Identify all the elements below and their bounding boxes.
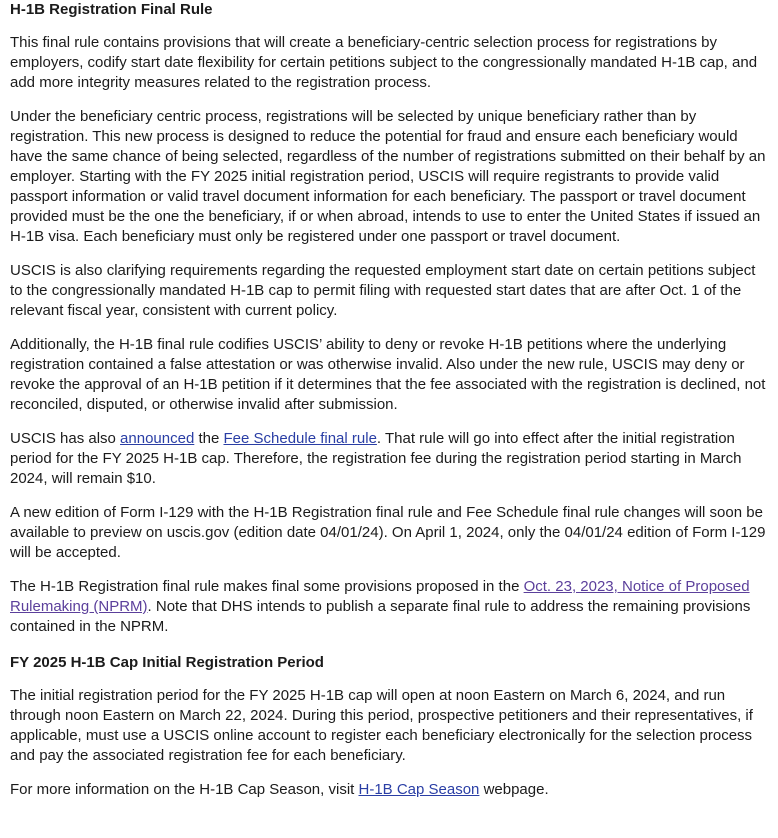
section-heading-initial-registration-period: FY 2025 H-1B Cap Initial Registration Period — [10, 654, 324, 671]
announced-link[interactable]: announced — [120, 430, 195, 447]
fee-text-between-links: the — [194, 430, 224, 447]
nprm-text-after-link: . Note that DHS intends to publish a separate final rule to address the remaining provisions contained in the NPRM. — [10, 598, 751, 635]
fee-schedule-final-rule-link[interactable]: Fee Schedule final rule — [223, 430, 377, 447]
cap-season-text-before-link: For more information on the H-1B Cap Season, visit — [10, 781, 359, 798]
fee-text-before-link: USCIS has also — [10, 430, 121, 447]
h1b-cap-season-link[interactable]: H-1B Cap Season — [358, 781, 480, 798]
paragraph-start-date-flexibility: USCIS is also clarifying requirements regarding the requested employment start date on certain petitions subject to the congressionally mandated H-1B cap to permit filing with requested start dates that are after Oct. 1 of the relevant fiscal year, consistent with current policy. — [10, 262, 756, 319]
paragraph-fee-schedule — [10, 429, 768, 489]
nprm-text-before-link: The H-1B Registration final rule makes final some provisions proposed in the — [10, 578, 524, 595]
paragraph-beneficiary-centric-process: Under the beneficiary centric process, registrations will be selected by unique beneficiary rather than by registration. This new process is designed to reduce the potential for fraud and ensure each beneficiary would have the same chance of being selected, regardless of the number of registrations submitted on their behalf by an employer. Starting with the FY 2025 initial registration period, USCIS will require registrants to provide valid passport information or valid travel document information for each beneficiary. The passport or travel document provided must be the one the beneficiary, if or when abroad, intends to use to enter the United States if issued an H-1B visa. Each beneficiary must only be registered under one passport or travel document. — [10, 108, 766, 245]
paragraph-form-i129-edition: A new edition of Form I-129 with the H-1B Registration final rule and Fee Schedule final rule changes will soon be available to preview on uscis.gov (edition date 04/01/24). On April 1, 2024, only the 04/01/24 edition of Form I-129 will be accepted. — [10, 504, 766, 561]
cap-season-text-after-link: webpage. — [479, 781, 549, 798]
section-heading-registration-final-rule: H-1B Registration Final Rule — [10, 1, 213, 18]
paragraph-cap-season-info — [10, 780, 768, 800]
fee-text-after-link: . That rule will go into effect after the initial registration period for the FY 2025 H-1B cap. Therefore, the registration fee during the registration period starting in March 2024, will remain $10. — [10, 430, 742, 487]
paragraph-nprm — [10, 577, 768, 637]
paragraph-registration-period-dates: The initial registration period for the FY 2025 H-1B cap will open at noon Eastern on March 6, 2024, and run through noon Eastern on March 22, 2024. During this period, prospective petitioners and their representatives, if applicable, must use a USCIS online account to register each beneficiary electronically for the selection process and pay the associated registration fee for each beneficiary. — [10, 687, 753, 764]
nprm-link[interactable]: Oct. 23, 2023, Notice of Proposed Rulemaking (NPRM) — [10, 578, 750, 615]
paragraph-deny-or-revoke: Additionally, the H-1B final rule codifies USCIS’ ability to deny or revoke H-1B petitions where the underlying registration contained a false attestation or was otherwise invalid. Also under the new rule, USCIS may deny or revoke the approval of an H-1B petition if it determines that the fee associated with the registration is declined, not reconciled, disputed, or otherwise invalid after submission. — [10, 336, 766, 413]
paragraph-final-rule-intro: This final rule contains provisions that will create a beneficiary-centric selection process for registrations by employers, codify start date flexibility for certain petitions subject to the congressionally mandated H-1B cap, and add more integrity measures related to the registration process. — [10, 34, 758, 91]
